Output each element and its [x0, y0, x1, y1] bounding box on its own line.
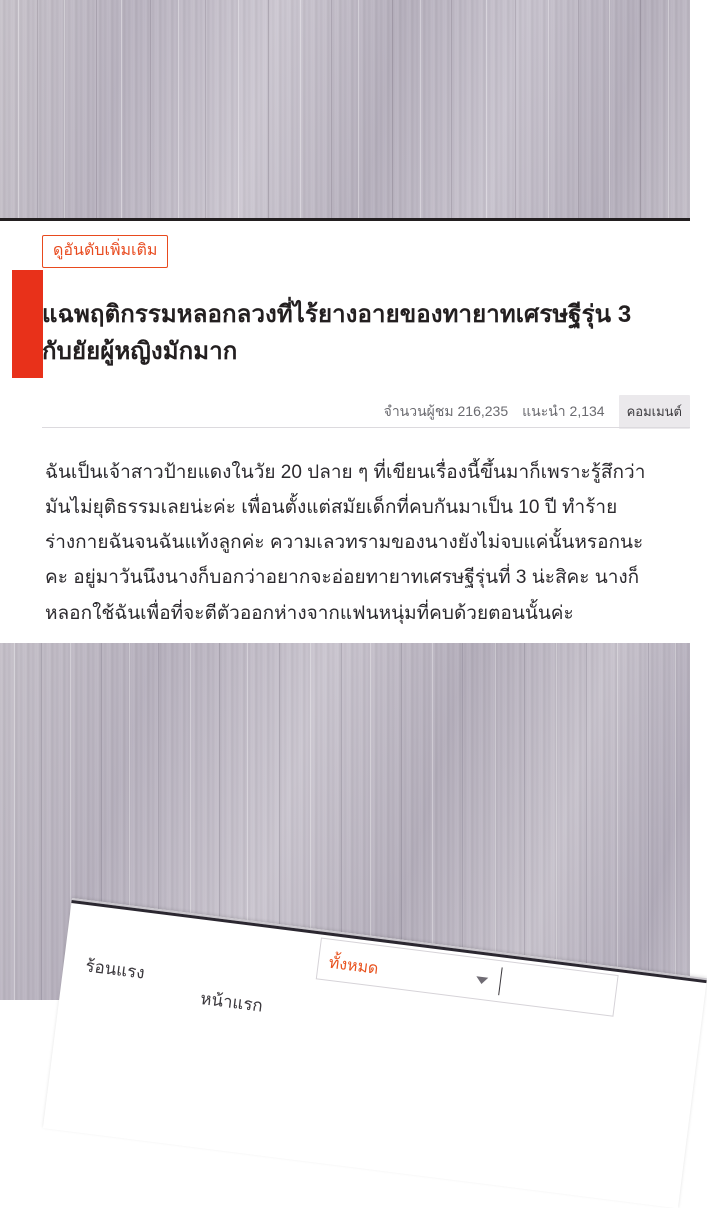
page-title: แฉพฤติกรรมหลอกลวงที่ไร้ยางอายของทายาทเศรษฐีรุ่น 3 กับยัยผู้หญิงมักมาก — [42, 301, 632, 366]
search-category-select-value[interactable]: ทั้งหมด — [327, 954, 380, 978]
chevron-down-icon[interactable] — [475, 976, 488, 984]
tab-home[interactable]: หน้าแรก — [199, 988, 264, 1016]
top-banner-image — [0, 0, 690, 221]
comment-button[interactable]: คอมเมนต์ — [619, 395, 690, 429]
tab-hot[interactable]: ร้อนแรง — [84, 956, 146, 983]
article-container — [0, 224, 690, 640]
article-meta — [0, 398, 690, 426]
article-body-text: ฉันเป็นเจ้าสาวป้ายแดงในวัย 20 ปลาย ๆ ที่เขียนเรื่องนี้ขึ้นมาก็เพราะรู้สึกว่ามันไม่ยุติธรรมเลยน่ะค่ะ เพื่อนตั้งแต่สมัยเด็กที่คบกันมาเป็น 10 ปี ทำร้ายร่างกายฉันจนฉันแท้งลูกค่ะ ความเลวทรามของนางยังไม่จบแค่นั้นหรอกนะคะ อยู่มาวันนึงนางก็บอกว่าอยากจะอ่อยทายาทเศรษฐีรุ่นที่ 3 น่ะสิคะ นางก็หลอกใช้ฉันเพื่อที่จะตีตัวออกห่างจากแฟนหนุ่มที่คบด้วยตอนนั้นค่ะ — [45, 462, 646, 624]
view-count-label: จำนวนผู้ชม 216,235 — [383, 403, 509, 419]
tilted-screenshot-card — [43, 898, 707, 1208]
meta-divider — [42, 427, 690, 428]
recommend-count-label: แนะนำ 2,134 — [522, 403, 605, 419]
banner-bottom-divider — [0, 218, 690, 221]
search-divider — [498, 967, 503, 995]
rank-more-badge[interactable]: ดูอันดับเพิ่มเติม — [42, 235, 168, 268]
headline-accent-bar — [12, 270, 43, 378]
bottom-banner-image — [0, 643, 690, 1016]
